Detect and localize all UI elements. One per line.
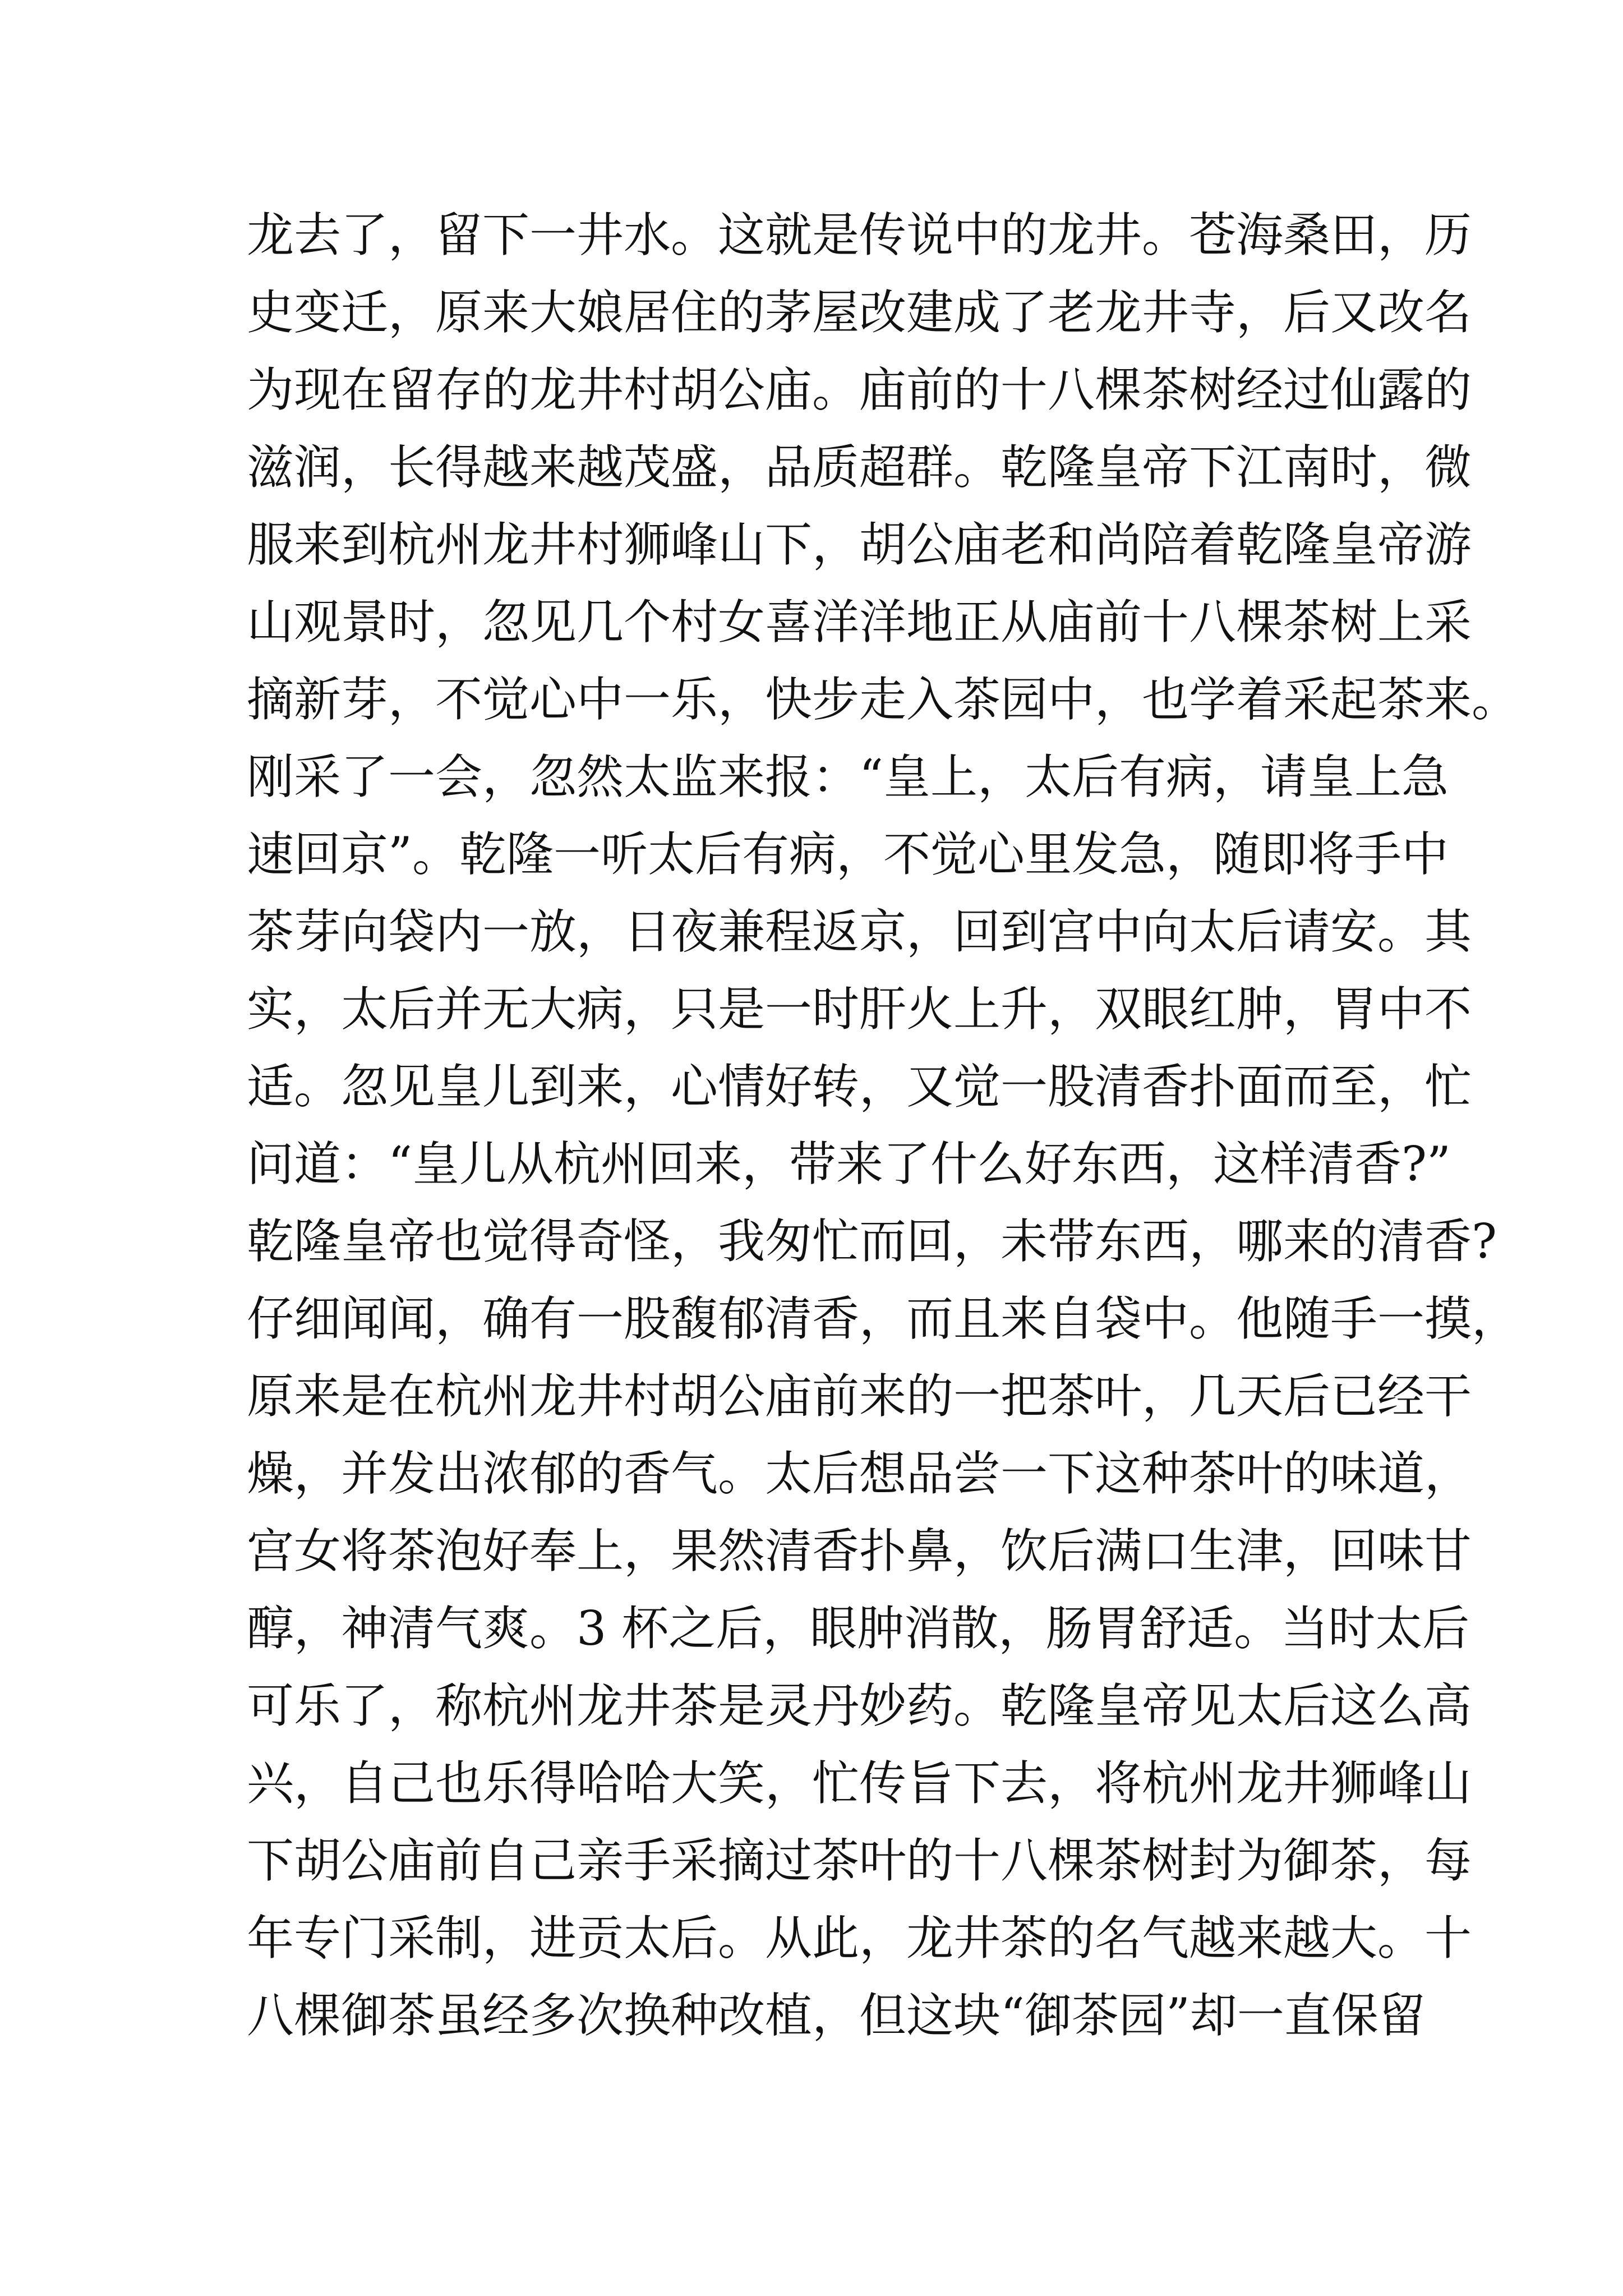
text-line: 速回京”。乾隆一听太后有病，不觉心里发急，随即将手中 bbox=[247, 827, 1449, 882]
text-line: 仔细闻闻，确有一股馥郁清香，而且来自袋中。他随手一摸， bbox=[247, 1291, 1519, 1346]
text-line: 滋润，长得越来越茂盛，品质超群。乾隆皇帝下江南时，微 bbox=[247, 440, 1472, 495]
text-line: 摘新芽，不觉心中一乐，快步走入茶园中，也学着采起茶来。 bbox=[247, 672, 1519, 727]
text-line: 服来到杭州龙井村狮峰山下，胡公庙老和尚陪着乾隆皇帝游 bbox=[247, 517, 1472, 572]
text-line: 适。忽见皇儿到来，心情好转，又觉一股清香扑面而至，忙 bbox=[247, 1059, 1472, 1114]
text-line: 龙去了，留下一井水。这就是传说中的龙井。苍海桑田，历 bbox=[247, 208, 1472, 263]
text-line: 实，太后并无大病，只是一时肝火上升，双眼红肿，胃中不 bbox=[247, 982, 1472, 1037]
text-line: 茶芽向袋内一放，日夜兼程返京，回到宫中向太后请安。其 bbox=[247, 904, 1472, 959]
text-line: 宫女将茶泡好奉上，果然清香扑鼻，饮后满口生津，回味甘 bbox=[247, 1524, 1472, 1579]
text-line: 史变迁，原来大娘居住的茅屋改建成了老龙井寺，后又改名 bbox=[247, 285, 1472, 340]
text-line: 燥，并发出浓郁的香气。太后想品尝一下这种茶叶的味道， bbox=[247, 1446, 1472, 1501]
text-line: 兴，自己也乐得哈哈大笑，忙传旨下去，将杭州龙井狮峰山 bbox=[247, 1756, 1472, 1811]
text-line: 原来是在杭州龙井村胡公庙前来的一把茶叶，几天后已经干 bbox=[247, 1369, 1472, 1424]
text-line: 年专门采制，进贡太后。从此，龙井茶的名气越来越大。十 bbox=[247, 1911, 1472, 1966]
text-line: 可乐了，称杭州龙井茶是灵丹妙药。乾隆皇帝见太后这么高 bbox=[247, 1678, 1472, 1733]
text-line: 问道：“皇儿从杭州回来，带来了什么好东西，这样清香?” bbox=[247, 1137, 1451, 1191]
text-line: 下胡公庙前自己亲手采摘过茶叶的十八棵茶树封为御茶，每 bbox=[247, 1833, 1472, 1888]
text-line: 刚采了一会，忽然太监来报：“皇上，太后有病，请皇上急 bbox=[247, 749, 1449, 804]
text-line: 乾隆皇帝也觉得奇怪，我匆忙而回，未带东西，哪来的清香? bbox=[247, 1214, 1497, 1269]
text-line: 为现在留存的龙井村胡公庙。庙前的十八棵茶树经过仙露的 bbox=[247, 362, 1472, 417]
text-line: 八棵御茶虽经多次换种改植，但这块“御茶园”却一直保留 bbox=[247, 1988, 1426, 2043]
text-line: 醇，神清气爽。3 杯之后，眼肿消散，肠胃舒适。当时太后 bbox=[247, 1601, 1470, 1656]
text-line: 山观景时，忽见几个村女喜洋洋地正从庙前十八棵茶树上采 bbox=[247, 595, 1472, 650]
body-text bbox=[247, 196, 1519, 2054]
